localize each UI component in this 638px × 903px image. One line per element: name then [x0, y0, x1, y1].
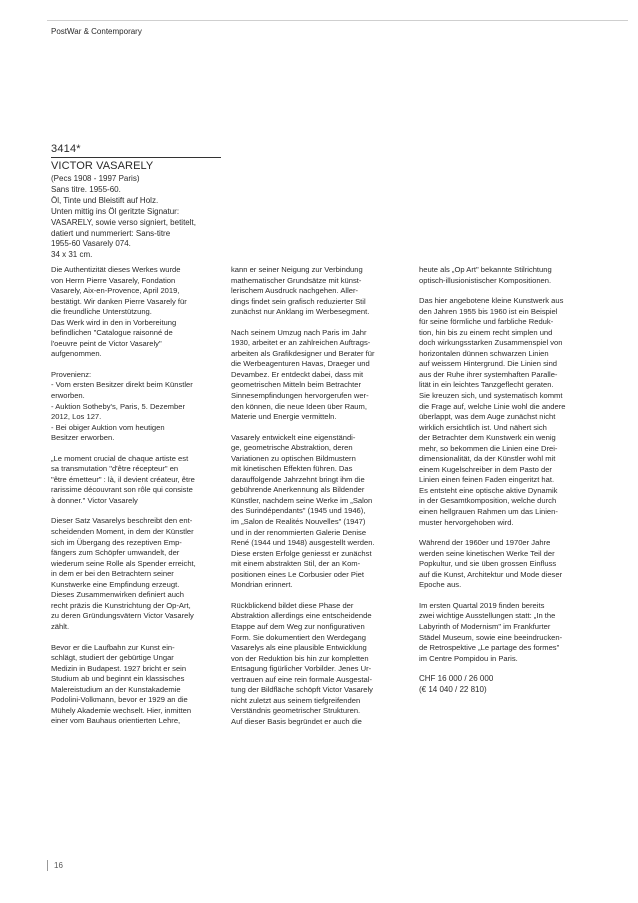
lot-detail-line: 1955-60 Vasarely 074.: [51, 239, 131, 249]
text-line: den Jahren 1955 bis 1960 ist ein Beispiel: [419, 306, 558, 316]
text-line: mit kinetischen Effekten führen. Das: [231, 464, 353, 474]
text-line: Vasarely entwickelt eine eigenständi-: [231, 432, 356, 442]
text-line: "être émetteur" : là, il devient créateur, être: [51, 474, 195, 484]
text-line: der Betrachter dem Kunstwerk ein wenig: [419, 433, 556, 443]
lot-divider: [51, 157, 221, 158]
text-line: und in der renommierten Galerie Denise: [231, 527, 367, 537]
text-line: gebührende Anerkennung als Bildender: [231, 485, 365, 495]
text-line: zu deren Gründungsvätern Victor Vasarely: [51, 611, 194, 621]
text-line: Abstraktion allerdings eine entscheidende: [231, 611, 372, 621]
text-line: in der Gesamtkomposition, welche durch: [419, 496, 557, 506]
lot-detail-line: Sans titre. 1955-60.: [51, 184, 121, 194]
text-line: vertrauen auf eine rein formale Ausgestal-: [231, 674, 372, 684]
text-line: von Herrn Pierre Vasarely, Fondation: [51, 275, 176, 285]
paragraph-gap: [231, 318, 375, 328]
text-line: lerischem Ausdruck nachgehen. Aller-: [231, 286, 359, 296]
text-line: kann er seiner Neigung zur Verbindung: [231, 265, 363, 274]
text-line: Auf dieser Basis begründet er auch die: [231, 716, 362, 726]
paragraph-gap: [419, 664, 565, 674]
text-line: darauffolgende Jahrzehnt bringt ihm die: [231, 474, 365, 484]
text-line: Verständnis geometrischer Strukturen.: [231, 706, 361, 716]
page-number-rule: [47, 860, 48, 871]
text-line: l'oeuvre peint de Victor Vasarely": [51, 338, 162, 348]
text-line: Mondrian erinnert.: [231, 580, 293, 590]
text-line: sich im Übergang des rezeptiven Emp-: [51, 537, 182, 547]
text-line: aufgenommen.: [51, 349, 102, 359]
text-line: Popkultur, und sie üben grossen Einfluss: [419, 559, 557, 569]
text-line: den können, die neue Ideen über Raum,: [231, 401, 367, 411]
text-line: Podolini-Volkmann, bevor er 1929 an die: [51, 695, 188, 705]
text-line: Im ersten Quartal 2019 finden bereits: [419, 600, 545, 610]
lot-detail-line: Öl, Tinte und Bleistift auf Holz.: [51, 195, 159, 205]
paragraph-gap: [51, 444, 196, 454]
text-line: Vasarely, Aix-en-Provence, April 2019,: [51, 286, 180, 296]
text-line: Malereistudium an der Kunstakademie: [51, 684, 181, 694]
text-line: - Vom ersten Besitzer direkt beim Künstler: [51, 380, 193, 390]
text-line: werden seine kinetischen Werke Teil der: [419, 548, 555, 558]
text-line: Epoche aus.: [419, 580, 462, 590]
lot-details: [51, 174, 221, 261]
text-line: geometrischen Mitteln beim Betrachter: [231, 380, 361, 390]
text-line: Dieser Satz Vasarelys beschreibt den ent-: [51, 516, 193, 526]
text-line: Sinnesempfindungen hervorgerufen wer-: [231, 391, 369, 401]
text-line: Studium ab und beginnt ein klassisches: [51, 674, 185, 684]
text-line: Mühely Akademie wechselt. Hier, inmitten: [51, 705, 192, 715]
artist-name: VICTOR VASARELY: [51, 160, 154, 172]
text-line: Variationen zu optischen Bildmustern: [231, 453, 356, 463]
text-line: recht präzis die Kunstrichtung der Op-Art,: [51, 600, 191, 610]
lot-detail-line: (Pecs 1908 - 1997 Paris): [51, 174, 140, 183]
text-line: einer vom Bauhaus orientierten Lehre,: [51, 716, 181, 726]
paragraph-gap: [51, 506, 196, 516]
text-line: horizontalen dünnen schwarzen Linien: [419, 348, 549, 358]
text-line: ge, geometrische Abstraktion, deren: [231, 443, 353, 453]
text-line: Die Authentizität dieses Werkes wurde: [51, 265, 181, 274]
text-line: einen hellgrauen Rahmen um das Linien-: [419, 507, 558, 517]
text-line: zwei wichtige Ausstellungen statt: „In the: [419, 611, 556, 621]
text-line: erworben.: [51, 391, 85, 401]
text-line: à donner." Victor Vasarely: [51, 495, 138, 505]
text-line: dings findet sein grafisch reduzierter Stil: [231, 296, 366, 306]
text-line: - Bei obiger Auktion vom heutigen: [51, 422, 165, 432]
text-line: muster hervorgehoben wird.: [419, 517, 514, 527]
text-line: tung der Bildfläche schöpft Victor Vasarely: [231, 685, 373, 695]
lot-header: [51, 143, 221, 261]
lot-detail-line: VASARELY, sowie verso signiert, betitelt,: [51, 217, 196, 227]
paragraph-gap: [419, 591, 565, 601]
text-line: mit einem abstrakten Stil, der an Kom-: [231, 559, 361, 569]
text-line: Form. Sie dokumentiert den Werdegang: [231, 632, 366, 642]
text-line: Städel Museum, sowie eine beeindrucken-: [419, 632, 563, 642]
text-line: bestätigt. Wir danken Pierre Vasarely für: [51, 296, 187, 306]
lot-detail-line: 34 x 31 cm.: [51, 250, 93, 260]
text-line: Nach seinem Umzug nach Paris im Jahr: [231, 327, 367, 337]
text-line: mehr, so bekommen die Linien eine Drei-: [419, 443, 558, 453]
text-line: lität in ein leichtes Tanzgeflecht geraten.: [419, 380, 554, 390]
text-line: aus der Ruhe ihrer systemhaften Paralle-: [419, 369, 558, 379]
paragraph-gap: [51, 360, 196, 370]
text-line: optisch-illusionistischer Kompositionen.: [419, 275, 552, 285]
lot-detail-line: datiert und nummeriert: Sans-titre: [51, 228, 171, 238]
text-line: Künstler, nachdem seine Werke im „Salon: [231, 495, 373, 505]
text-line: Materie und Energie vermitteln.: [231, 412, 337, 422]
price-line: CHF 16 000 / 26 000: [419, 674, 494, 684]
text-line: scheidenden Moment, in dem der Künstler: [51, 527, 194, 537]
text-line: Während der 1960er und 1970er Jahre: [419, 538, 551, 548]
lot-number: 3414*: [51, 143, 81, 155]
text-line: rarissime découvrant son rôle qui consiste: [51, 485, 193, 495]
section-title: PostWar & Contemporary: [51, 27, 142, 36]
text-line: 2012, Los 127.: [51, 412, 102, 422]
text-line: Vasarelys als eine plausible Entwicklung: [231, 643, 367, 653]
text-line: de Retrospektive „Le partage des formes": [419, 643, 560, 653]
paragraph-gap: [231, 423, 375, 433]
text-line: Diese ersten Erfolge geniesst er zunächst: [231, 548, 372, 558]
text-line: doch wirkungsstarken Zusammenspiel von: [419, 338, 563, 348]
page-number: 16: [54, 861, 63, 870]
paragraph-gap: [51, 633, 196, 643]
text-line: zunächst nur Anklang im Werbesegment.: [231, 307, 370, 317]
text-line: Es entsteht eine optische aktive Dynamik: [419, 485, 558, 495]
text-line: im „Salon de Realités Nouvelles" (1947): [231, 517, 366, 527]
text-line: Das hier angebotene kleine Kunstwerk aus: [419, 296, 564, 306]
text-line: einem Kugelschreiber in dem Pasto der: [419, 464, 552, 474]
text-line: - Auktion Sotheby's, Paris, 5. Dezember: [51, 401, 185, 411]
text-line: tion, hin bis zu einem recht simplen und: [419, 327, 553, 337]
text-line: überlappt, was dem Auge zunächst nicht: [419, 412, 556, 422]
text-line: Dieses Zusammenwirken definiert auch: [51, 590, 184, 600]
text-line: Rückblickend bildet diese Phase der: [231, 600, 354, 610]
paragraph-gap: [231, 591, 375, 601]
text-line: Kunstwerke eine Empfindung erzeugt.: [51, 579, 180, 589]
text-column-3: [419, 265, 565, 695]
text-line: Devambez. Er entdeckt dabei, dass mit: [231, 369, 364, 379]
text-line: Besitzer erworben.: [51, 433, 115, 443]
text-line: sa transmutation "d'être récepteur" en: [51, 464, 179, 474]
text-line: in dem er bei den Betrachtern seiner: [51, 569, 174, 579]
text-line: René (1944 und 1948) ausgestellt werden.: [231, 538, 375, 548]
text-line: wirklich ersichtlich ist. Und nähert sich: [419, 422, 547, 432]
text-line: die Frage auf, welche Linie wohl die andere: [419, 401, 566, 411]
text-line: Sie kreuzen sich, und systematisch kommt: [419, 391, 563, 401]
text-line: Medizin in Budapest. 1927 bricht er sein: [51, 663, 187, 673]
text-line: arbeiten als Grafikdesigner und Berater für: [231, 348, 375, 358]
text-line: Entsagung figürlicher Vorbilder. Jenes Ur-: [231, 664, 372, 674]
price-line: (€ 14 040 / 22 810): [419, 684, 487, 694]
text-line: von der Reduktion bis hin zur kompletten: [231, 653, 369, 663]
lot-detail-line: Unten mittig ins Öl geritzte Signatur:: [51, 206, 180, 216]
text-line: auf weissem Hintergrund. Die Linien sind: [419, 359, 558, 369]
text-line: Linien einen feinen Faden eingeritzt hat.: [419, 475, 555, 485]
text-line: fängers zum Schöpfer umwandelt, der: [51, 548, 180, 558]
text-line: die freundliche Unterstützung.: [51, 307, 152, 317]
text-line: im Centre Pompidou in Paris.: [419, 653, 518, 663]
text-column-2: [231, 265, 375, 727]
text-line: mathematischer Grundsätze mit künst-: [231, 275, 362, 285]
text-line: Etappe auf dem Weg zur nonfigurativen: [231, 621, 365, 631]
text-column-1: [51, 265, 196, 727]
text-line: Labyrinth of Modernism" im Frankfurter: [419, 621, 551, 631]
text-line: des Surindépendants" (1945 und 1946),: [231, 506, 366, 516]
paragraph-gap: [419, 286, 565, 296]
text-line: 1930, arbeitet er an zahlreichen Auftrags-: [231, 338, 371, 348]
text-line: „Le moment crucial de chaque artiste est: [51, 453, 189, 463]
text-line: für seine förmliche und farbliche Reduk-: [419, 317, 554, 327]
text-line: Bevor er die Laufbahn zur Kunst ein-: [51, 642, 175, 652]
paragraph-gap: [419, 528, 565, 538]
text-line: Das Werk wird in den in Vorbereitung: [51, 317, 177, 327]
text-line: nicht zuletzt aus seinem tiefgreifenden: [231, 695, 361, 705]
text-line: befindlichen "Catalogue raisonné de: [51, 328, 173, 338]
text-line: positionen eines Le Corbusier oder Piet: [231, 569, 364, 579]
text-line: dimensionalität, da der Künstler wohl mit: [419, 454, 556, 464]
text-line: die Werbeagenturen Havas, Draeger und: [231, 359, 370, 369]
top-rule: [47, 20, 628, 21]
text-line: Provenienz:: [51, 369, 92, 379]
text-line: schlägt, studiert der gebürtige Ungar: [51, 653, 174, 663]
text-line: heute als „Op Art" bekannte Stilrichtung: [419, 265, 552, 274]
text-line: zählt.: [51, 621, 70, 631]
text-line: auf die Kunst, Architektur und Mode dieser: [419, 569, 563, 579]
text-line: wiederum seine Rolle als Spender erreicht,: [51, 558, 196, 568]
